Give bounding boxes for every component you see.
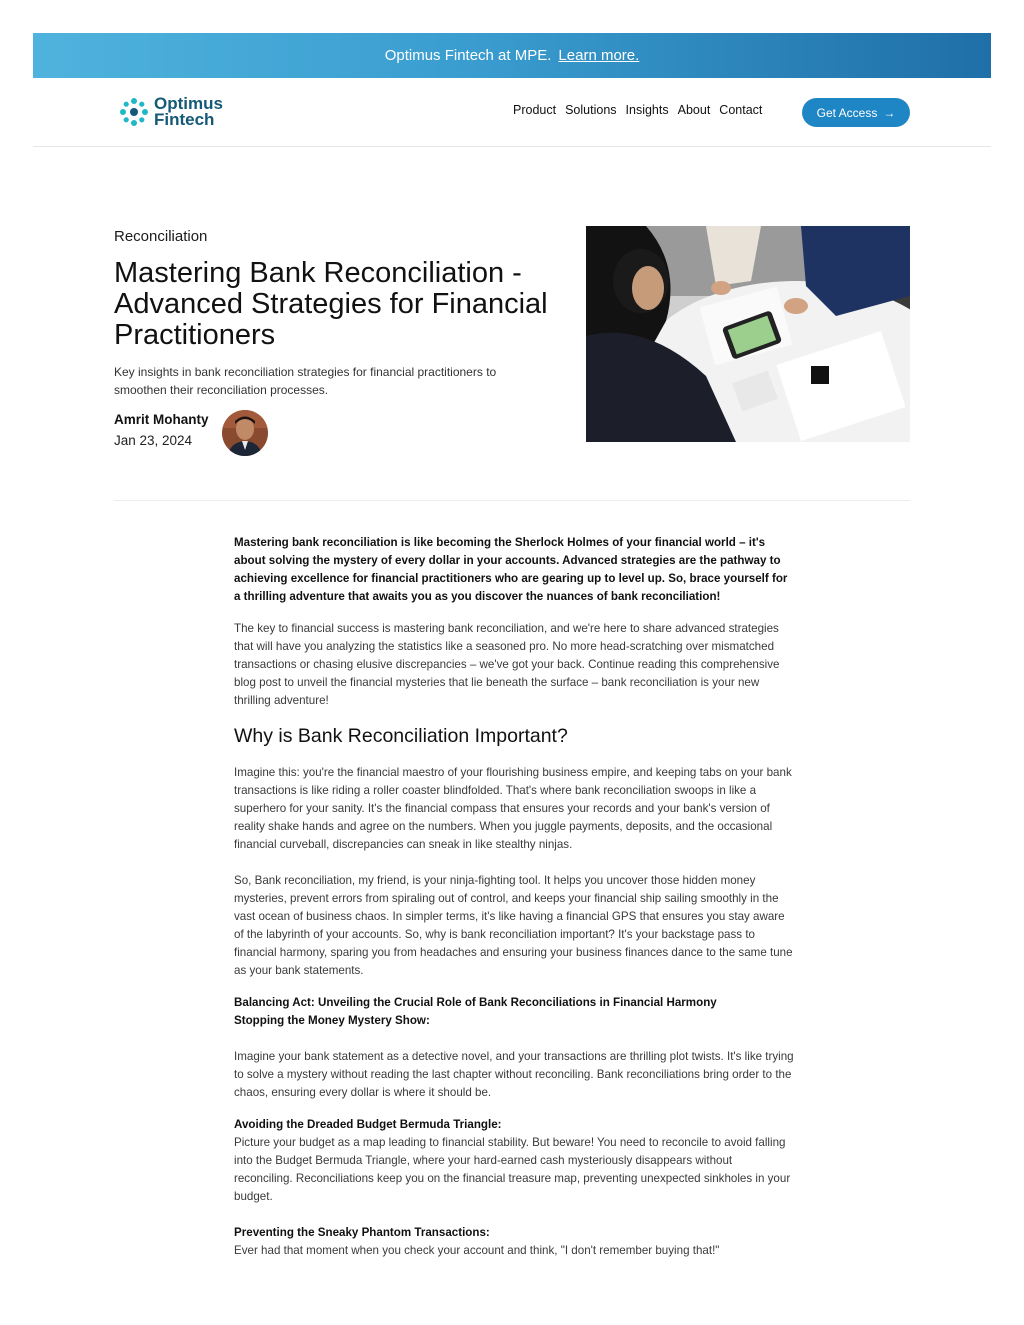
article-paragraph: Ever had that moment when you check your account and think, "I don't remember buying that!" — [234, 1244, 720, 1257]
get-access-button[interactable] — [802, 98, 910, 127]
get-access-label: Get Access — [816, 105, 878, 120]
post-date: Jan 23, 2024 — [114, 433, 193, 448]
article-lead: Mastering bank reconciliation is like becoming the Sherlock Holmes of your financial world – it's about solving the mystery of every dollar in your accounts. Advanced strategies are the pathway to achieving excellence for financial practitioners who are gearing up to level up. So, brace yourself for a thrilling adventure that awaits you as you discover the nuances of bank reconciliation! — [234, 536, 788, 603]
hero-divider — [114, 500, 910, 501]
article-body — [234, 534, 794, 1274]
article-paragraph: Imagine this: you're the financial maestro of your flourishing business empire, and keeping tabs on your bank transactions is like riding a roller coaster blindfolded. That's where bank reconciliation swoops in like a superhero for your sanity. It's the financial compass that ensures your records and your bank's version of reality shake hands and agree on the numbers. When you juggle payments, deposits, and the occasional financial curveball, discrepancies can sneak in like stealthy ninjas. — [234, 766, 792, 851]
nav-product[interactable]: Product — [513, 103, 557, 117]
brand-name-line1: Optimus — [154, 94, 223, 113]
subheading: Preventing the Sneaky Phantom Transactions: — [234, 1226, 490, 1239]
nav-insights[interactable]: Insights — [625, 103, 669, 117]
post-category[interactable]: Reconciliation — [114, 228, 208, 245]
arrow-right-icon: → — [883, 105, 896, 120]
nav-solutions[interactable]: Solutions — [565, 103, 617, 117]
logo-mark-icon — [118, 96, 150, 128]
post-subtitle: Key insights in bank reconciliation strategies for financial practitioners to smoothen their reconciliation processes. — [114, 365, 497, 397]
subheading: Stopping the Money Mystery Show: — [234, 1014, 430, 1027]
announcement-banner — [33, 33, 991, 78]
nav-about[interactable]: About — [677, 103, 711, 117]
banner-text: Optimus Fintech at MPE. — [384, 47, 552, 64]
section-heading: Why is Bank Reconciliation Important? — [234, 725, 568, 747]
page-bottom-edge — [0, 1292, 1024, 1325]
brand-logo[interactable] — [118, 96, 223, 128]
learn-more-link[interactable]: Learn more. — [558, 47, 640, 64]
brand-name-line2: Fintech — [154, 110, 215, 129]
hero-image — [586, 226, 910, 442]
main-nav — [513, 103, 762, 117]
subheading: Balancing Act: Unveiling the Crucial Role of Bank Reconciliations in Financial Harmony — [234, 996, 717, 1009]
article-paragraph: Imagine your bank statement as a detective novel, and your transactions are thrilling plot twists. It's like trying to solve a mystery without reading the last chapter without reconciling. Bank reconciliations bring order to the chaos, ensuring every dollar is where it should be. — [234, 1050, 794, 1099]
author-avatar — [222, 410, 268, 456]
author-name: Amrit Mohanty — [114, 412, 209, 427]
site-header — [33, 78, 991, 147]
post-title: Mastering Bank Reconciliation - Advanced Strategies for Financial Practitioners — [114, 257, 548, 351]
subheading: Avoiding the Dreaded Budget Bermuda Triangle: — [234, 1118, 502, 1131]
article-paragraph: The key to financial success is mastering bank reconciliation, and we're here to share advanced strategies that will have you analyzing the statistics like a seasoned pro. No more head-scratching over mismatched transactions or chasing elusive discrepancies – we've got your back. Continue reading this comprehensive blog post to unveil the financial mysteries that lie beneath the surface – bank reconciliation is your new thrilling adventure! — [234, 622, 780, 707]
nav-contact[interactable]: Contact — [719, 103, 763, 117]
article-paragraph: Picture your budget as a map leading to financial stability. But beware! You need to reconcile to avoid falling into the Budget Bermuda Triangle, where your hard-earned cash mysteriously disappears without reconciling. Reconciliations keep you on the financial treasure map, preventing unexpected sinkholes in your budget. — [234, 1136, 791, 1203]
article-paragraph: So, Bank reconciliation, my friend, is your ninja-fighting tool. It helps you uncover those hidden money mysteries, prevent errors from spiraling out of control, and keeps your financial ship sailing smoothly in the vast ocean of business chaos. In simpler terms, it's like having a financial GPS that ensures you stay aware of the labyrinth of your accounts. So, why is bank reconciliation important? It's your backstage pass to financial harmony, sparing you from headaches and ensuring your business finances dance to the same tune as your bank statements. — [234, 874, 793, 977]
